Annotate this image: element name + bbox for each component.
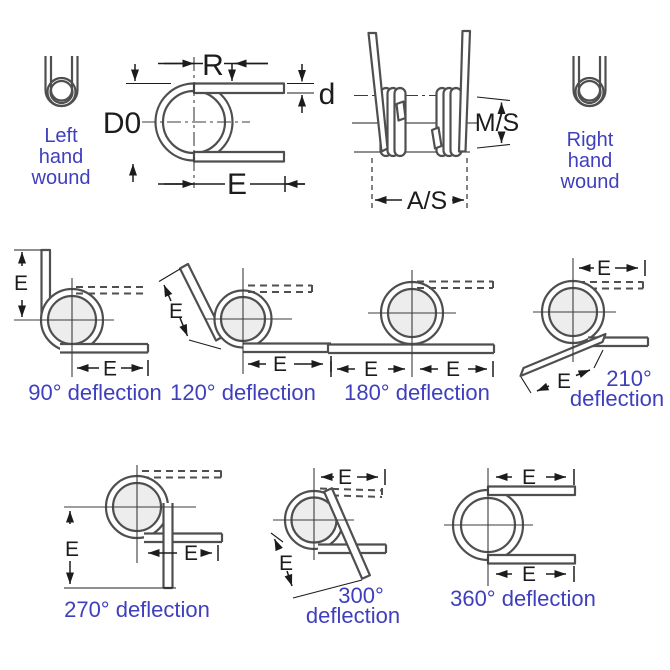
dim-label-E: E: [64, 538, 80, 561]
free-position-leg: [142, 471, 221, 479]
dim-AS: [372, 158, 467, 215]
dim-E-left: [331, 358, 405, 381]
dim-label-E: E: [521, 466, 537, 489]
deflection-300-label-line1: 300°: [338, 583, 384, 608]
deflection-120: [159, 264, 331, 405]
deflection-210-label-line1: 210°: [606, 366, 652, 391]
dim-arrow: [537, 386, 549, 391]
dim-label-E: E: [102, 357, 118, 381]
dim-label-E: E: [337, 466, 353, 489]
down-leg: [164, 503, 173, 588]
dim-label-E: E: [363, 358, 379, 381]
dim-arrow: [576, 370, 590, 376]
coil-loop: [395, 88, 406, 156]
right-wound-line1: Right: [566, 129, 614, 151]
dim-label-E: E: [596, 257, 612, 280]
free-position-leg: [248, 285, 312, 293]
dim-label-E: E: [13, 272, 29, 295]
bottom-leg: [243, 344, 331, 353]
top-leg: [194, 84, 284, 94]
deflection-360: [444, 466, 596, 611]
dim-label-d: d: [318, 78, 336, 111]
long-leg: [328, 345, 494, 354]
right-hand-wound-label: [560, 129, 620, 193]
deflection-300-label-line2: deflection: [305, 603, 401, 628]
main-spring-front-view: [103, 49, 336, 201]
dim-E-main: [133, 164, 305, 201]
left-wound-line2: hand: [38, 146, 84, 168]
leg-hook: [432, 128, 442, 149]
dim-label-E: E: [445, 358, 461, 381]
dim-label-E: E: [272, 353, 288, 376]
dim-E-horizontal: [248, 353, 331, 376]
deflection-270-label: 270° deflection: [64, 597, 210, 622]
dim-E-horizontal: [77, 358, 148, 381]
fixed-leg: [144, 534, 222, 543]
dim-E-right: [420, 358, 493, 381]
right-coil-stack: [432, 31, 470, 156]
dim-E-top: [579, 257, 645, 280]
left-wound-line3: wound: [31, 167, 91, 189]
dim-E-horizontal: [148, 542, 218, 565]
dim-label-D0: D0: [102, 107, 142, 140]
dim-label-E: E: [183, 542, 199, 565]
dim-MS: [475, 97, 519, 148]
right-wound-line3: wound: [560, 171, 620, 193]
dim-label-E: E: [226, 168, 248, 201]
right-wound-line2: hand: [567, 150, 613, 172]
deflection-90-label: 90° deflection: [28, 380, 162, 405]
left-hand-wound-label: [31, 125, 91, 189]
left-hand-wound-icon: [46, 56, 78, 106]
dim-label-R: R: [202, 49, 224, 82]
left-wound-line1: Left: [44, 125, 78, 147]
deflection-300: [271, 466, 400, 628]
dim-label-AS: A/S: [406, 187, 448, 215]
dim-arrow: [275, 539, 280, 549]
dim-E-vertical: [14, 250, 41, 317]
centerlines: [368, 270, 456, 377]
bottom-leg: [194, 152, 284, 162]
bottom-leg: [60, 344, 148, 353]
dim-label-E: E: [521, 563, 537, 586]
left-coil-stack: [369, 33, 406, 156]
dim-d: [287, 64, 335, 113]
deflection-180-label: 180° deflection: [344, 380, 490, 405]
dim-label-MS: M/S: [474, 109, 520, 137]
deflection-360-label: 360° deflection: [450, 586, 596, 611]
dim-E-bottom: [496, 563, 574, 586]
deflection-90: [14, 250, 162, 405]
deflection-270: [64, 465, 222, 622]
deflection-210: [521, 257, 665, 411]
extension-line: [287, 84, 314, 94]
spring-leg: [459, 31, 470, 152]
dim-label-E: E: [278, 552, 294, 575]
dim-arrow: [164, 285, 171, 301]
dim-label-E: E: [168, 300, 184, 323]
side-view: [352, 31, 519, 215]
dim-R: [126, 49, 268, 84]
deflection-120-label: 120° deflection: [170, 380, 316, 405]
right-hand-wound-icon: [574, 56, 606, 106]
leg-hook: [397, 102, 406, 121]
dim-label-E: E: [556, 370, 572, 393]
dim-E-top: [321, 466, 385, 489]
deflection-210-label-line2: deflection: [569, 386, 665, 411]
deflection-180: [328, 270, 494, 405]
